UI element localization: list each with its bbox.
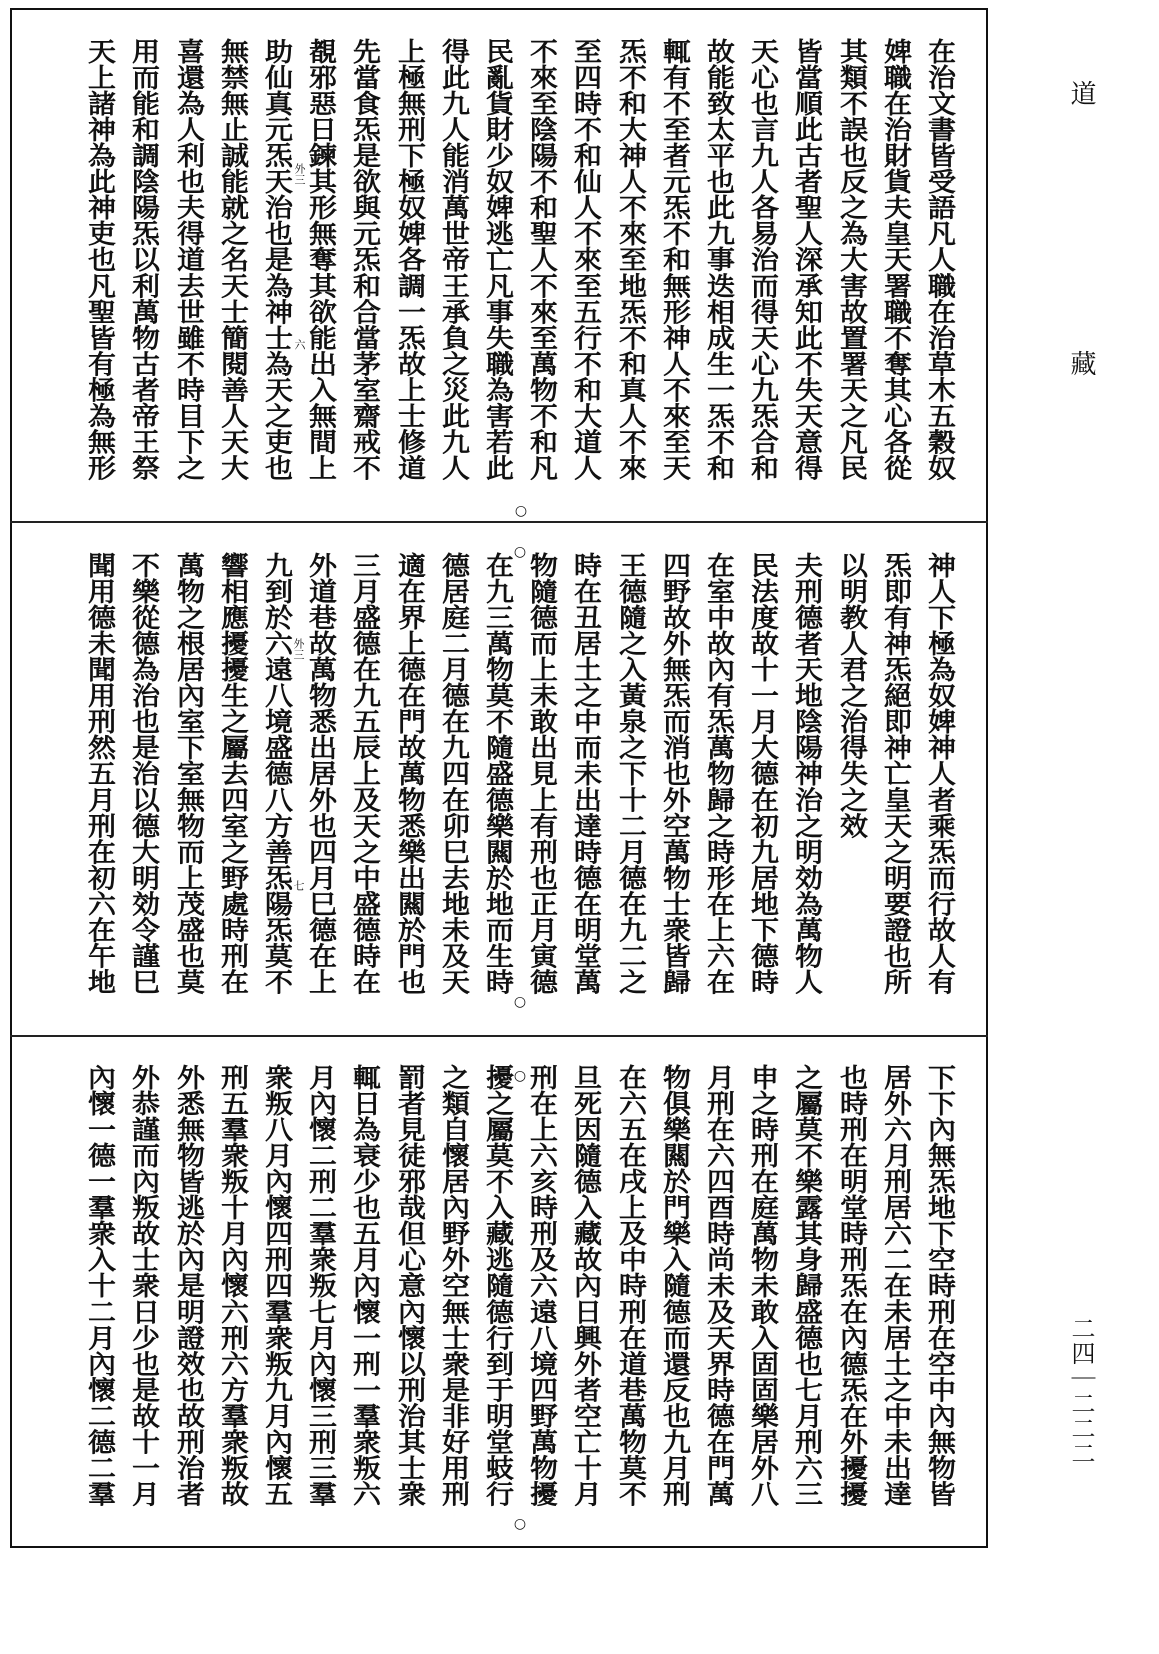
register-divider [10,1035,988,1037]
text-column: 旦死因隨德入藏故內日興外者空亡十月 [570,1064,603,1507]
text-column: 民法度故十一月大德在初九居地下德時 [747,552,780,995]
text-column: 下下內無炁地下空時刑在空中內無物皆 [924,1064,957,1507]
text-column: 衆叛八月內懷四刑四羣衆叛九月內懷五 [261,1064,294,1507]
text-column: 時在丑居土之中而未出達時德在明堂萬 [570,552,603,995]
text-column: 也時刑在明堂時刑炁在內德炁在外擾擾 [836,1064,869,1507]
text-column: 申之時刑在庭萬物未敢入固固樂居外八 [747,1064,780,1507]
text-column: 助仙真元炁天治也是為神士為天之吏也 [261,38,294,481]
text-column: 在九三萬物莫不隨盛德樂闗於地而生時 [482,552,515,995]
text-column: 月內懷二刑二羣衆叛七月內懷三刑三羣 [305,1064,338,1507]
inline-note: 六 [293,339,306,350]
text-column: 月刑在六四酉時尚未及天界時德在門萬 [703,1064,736,1507]
text-column: 用而能和調陰陽炁以利萬物古者帝王祭 [128,38,161,481]
inline-note: 外三 [293,163,306,185]
paragraph-mark: ○ [513,544,527,560]
page-number: 二四｜二二二 [1067,1316,1095,1466]
text-column: 在六五在戌上及中時刑在道巷萬物莫不 [615,1064,648,1507]
text-column: 炁即有神炁絕即神亡皇天之明要證也所 [880,552,913,995]
text-column: 王德隨之入黃泉之下十二月德在九二之 [615,552,648,995]
collection-title-char: 道 [1066,80,1096,106]
register-divider [10,521,988,523]
text-column: 擾之屬莫不入藏逃隨德行到于明堂蚑行 [482,1064,515,1507]
text-column: 不來至陰陽不和聖人不來至萬物不和凡 [526,38,559,481]
text-column: 以明教人君之治得失之效 [836,552,869,839]
text-column: 內懷一德一羣衆入十二月內懷二德二羣 [84,1064,117,1507]
paragraph-mark: ○ [513,1068,527,1084]
text-column: 外悉無物皆逃於內是明證效也故刑治者 [173,1064,206,1507]
text-column: 四野故外無炁而消也外空萬物士衆皆歸 [659,552,692,995]
text-column: 炁不和大神人不來至地炁不和真人不來 [615,38,648,481]
text-column: 民亂貨財少奴婢逃亡凡事失職為害若此 [482,38,515,481]
text-column: 在治文書皆受語凡人職在治草木五穀奴 [924,38,957,481]
text-column: 先當食炁是欲與元炁和合當茅室齋戒不 [349,38,382,481]
text-column: 天上諸神為此神吏也凡聖皆有極為無形 [84,38,117,481]
text-column: 上極無刑下極奴婢各調一炁故上士修道 [394,38,427,481]
text-column: 皆當順此古者聖人深承知此不失天意得 [791,38,824,481]
text-column: 得此九人能消萬世帝王承負之災此九人 [438,38,471,481]
text-column: 神人下極為奴婢神人者乘炁而行故人有 [924,552,957,995]
text-column: 輒日為衰少也五月內懷一刑一羣衆叛六 [349,1064,382,1507]
text-column: 無禁無止誠能就之名天士簡閱善人天大 [217,38,250,481]
text-column: 夫刑德者天地陰陽神治之明効為萬物人 [791,552,824,995]
text-column: 德居庭二月德在九四在卯巳去地未及天 [438,552,471,995]
text-column: 至四時不和仙人不來至五行不和大道人 [570,38,603,481]
text-column: 喜還為人利也夫得道去世雖不時目下之 [173,38,206,481]
text-column: 罰者見徒邪哉但心意內懷以刑治其士衆 [394,1064,427,1507]
text-column: 萬物之根居內室下室無物而上茂盛也莫 [173,552,206,995]
paragraph-mark: ○ [513,1516,527,1532]
text-column: 三月盛德在九五辰上及天之中盛德時在 [349,552,382,995]
inline-note: 七 [292,880,305,891]
text-column: 刑五羣衆叛十月內懷六刑六方羣衆叛故 [217,1064,250,1507]
inline-note: 外三 [292,638,305,660]
text-column: 在室中故內有炁萬物歸之時形在上六在 [703,552,736,995]
text-column: 之屬莫不樂露其身歸盛德也七月刑六三 [791,1064,824,1507]
text-column: 居外六月刑居六二在未居土之中未出達 [880,1064,913,1507]
text-column: 聞用德未聞用刑然五月刑在初六在午地 [84,552,117,995]
text-column: 婢職在治財貨夫皇天署職不奪其心各從 [880,38,913,481]
text-column: 物俱樂闗於門樂入隨德而還反也九月刑 [659,1064,692,1507]
text-column: 不樂從德為治也是治以德大明効令謹巳 [128,552,161,995]
text-column: 外道巷故萬物悉出居外也四月巳德在上 [305,552,338,995]
paragraph-mark: ○ [513,994,527,1010]
paragraph-mark: ○ [514,503,528,519]
text-column: 覩邪惡日鍊其形無奪其欲能出入無間上 [305,38,338,481]
text-column: 之類自懷居內野外空無士衆是非好用刑 [438,1064,471,1507]
text-column: 刑在上六亥時刑及六遠八境四野萬物擾 [526,1064,559,1507]
text-column: 輒有不至者元炁不和無形神人不來至天 [659,38,692,481]
text-column: 天心也言九人各易治而得天心九炁合和 [747,38,780,481]
text-column: 外恭謹而內叛故士衆日少也是故十一月 [128,1064,161,1507]
text-column: 適在界上德在門故萬物悉樂出闗於門也 [394,552,427,995]
text-column: 其類不誤也反之為大害故置署天之凡民 [836,38,869,481]
text-column: 物隨德而上未敢出見上有刑也正月寅德 [526,552,559,995]
text-column: 響相應擾擾生之屬去四室之野處時刑在 [217,552,250,995]
collection-title-char: 藏 [1066,350,1096,376]
text-column: 故能致太平也此九事迭相成生一炁不和 [703,38,736,481]
text-column: 九到於六遠八境盛德八方善炁陽炁莫不 [261,552,294,995]
